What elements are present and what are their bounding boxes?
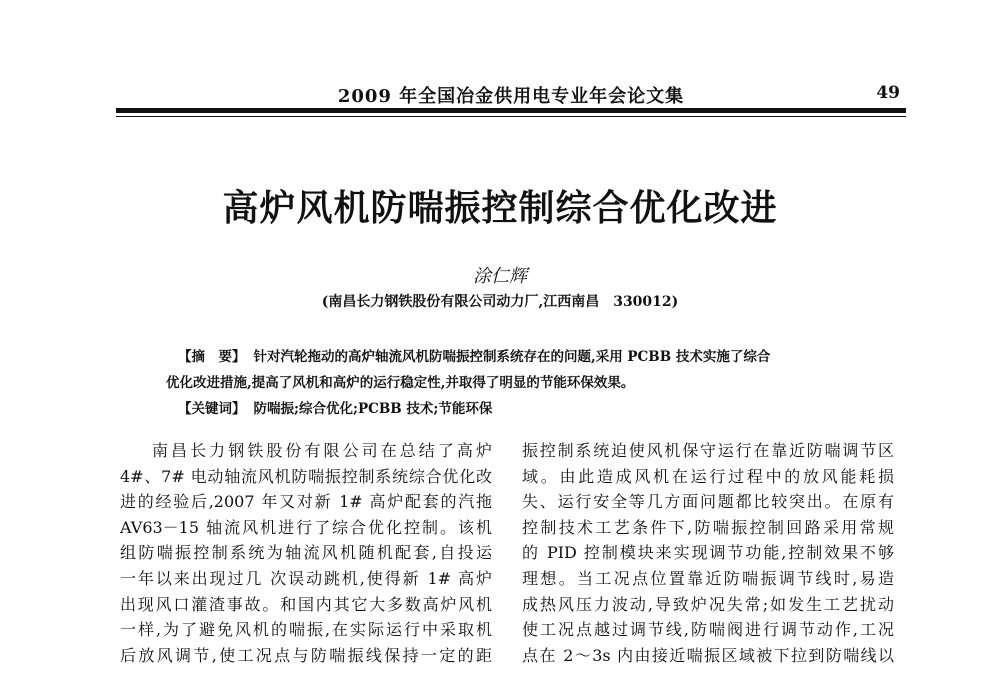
keywords-text: 防喘振;综合优化;PCBB 技术;节能环保: [253, 401, 493, 417]
abstract-text-line2: 优化改进措施,提高了风机和高炉的运行稳定性,并取得了明显的节能环保效果。: [166, 375, 635, 391]
body-line: 理想。当工况点位置靠近防喘振调节线时,易造: [522, 568, 894, 588]
body-line: 一样,为了避免风机的喘振,在实际运行中采取机: [120, 620, 492, 640]
paper-title: 高炉风机防喘振控制综合优化改进: [222, 187, 778, 229]
abstract-text-line1: 针对汽轮拖动的高炉轴流风机防喘振控制系统存在的问题,采用 PCBB 技术实施了综合: [253, 349, 771, 365]
body-line: 域。由此造成风机在运行过程中的放风能耗损: [522, 466, 894, 486]
journal-title: 2009 年全国冶金供用电专业年会论文集: [337, 86, 685, 107]
author-affiliation: (南昌长力钢铁股份有限公司动力厂,江西南昌 330012): [321, 294, 679, 310]
body-line: 进的经验后,2007 年又对新 1# 高炉配套的汽拖: [120, 492, 492, 512]
body-line: AV63－15 轴流风机进行了综合优化控制。该机: [120, 517, 492, 537]
body-line: 使工况点越过调节线,防喘阀进行调节动作,工况: [522, 620, 894, 640]
body-line: 组防喘振控制系统为轴流风机随机配套,自投运: [120, 543, 492, 563]
abstract: [178, 345, 770, 365]
running-header: [116, 82, 906, 106]
body-line: 振控制系统迫使风机保守运行在靠近防喘调节区: [522, 441, 894, 460]
author-name: 涂仁辉: [473, 266, 527, 287]
body-line: 出现风口灌渣事故。和国内其它大多数高炉风机: [120, 594, 492, 614]
body-line: 一年以来出现过几 次误动跳机,使得新 1# 高炉: [120, 568, 492, 588]
header-rule-thin: [116, 116, 906, 117]
body-line: 点在 2～3s 内由接近喘振区域被下拉到防喘线以: [522, 645, 894, 665]
body-column-right: [522, 438, 894, 668]
body-line: 南昌长力钢铁股份有限公司在总结了高炉: [152, 441, 492, 460]
abstract-label: 【摘 要】: [178, 349, 246, 365]
body-line: 4#、7# 电动轴流风机防喘振控制系统综合优化改: [120, 466, 492, 486]
body-column-left: [120, 438, 492, 668]
body-line: 后放风调节,使工况点与防喘振线保持一定的距: [120, 645, 492, 665]
body-line: 失、运行安全等几方面问题都比较突出。在原有: [522, 492, 894, 512]
keywords: [178, 397, 492, 417]
header-rule-thick: [116, 108, 906, 113]
page-number: 49: [876, 83, 900, 103]
body-line: 的 PID 控制模块来实现调节功能,控制效果不够: [522, 543, 894, 563]
body-line: 控制技术工艺条件下,防喘振控制回路采用常规: [522, 517, 894, 537]
body-line: 成热风压力波动,导致炉况失常;如发生工艺扰动: [522, 594, 894, 614]
keywords-label: 【关键词】: [178, 401, 246, 417]
